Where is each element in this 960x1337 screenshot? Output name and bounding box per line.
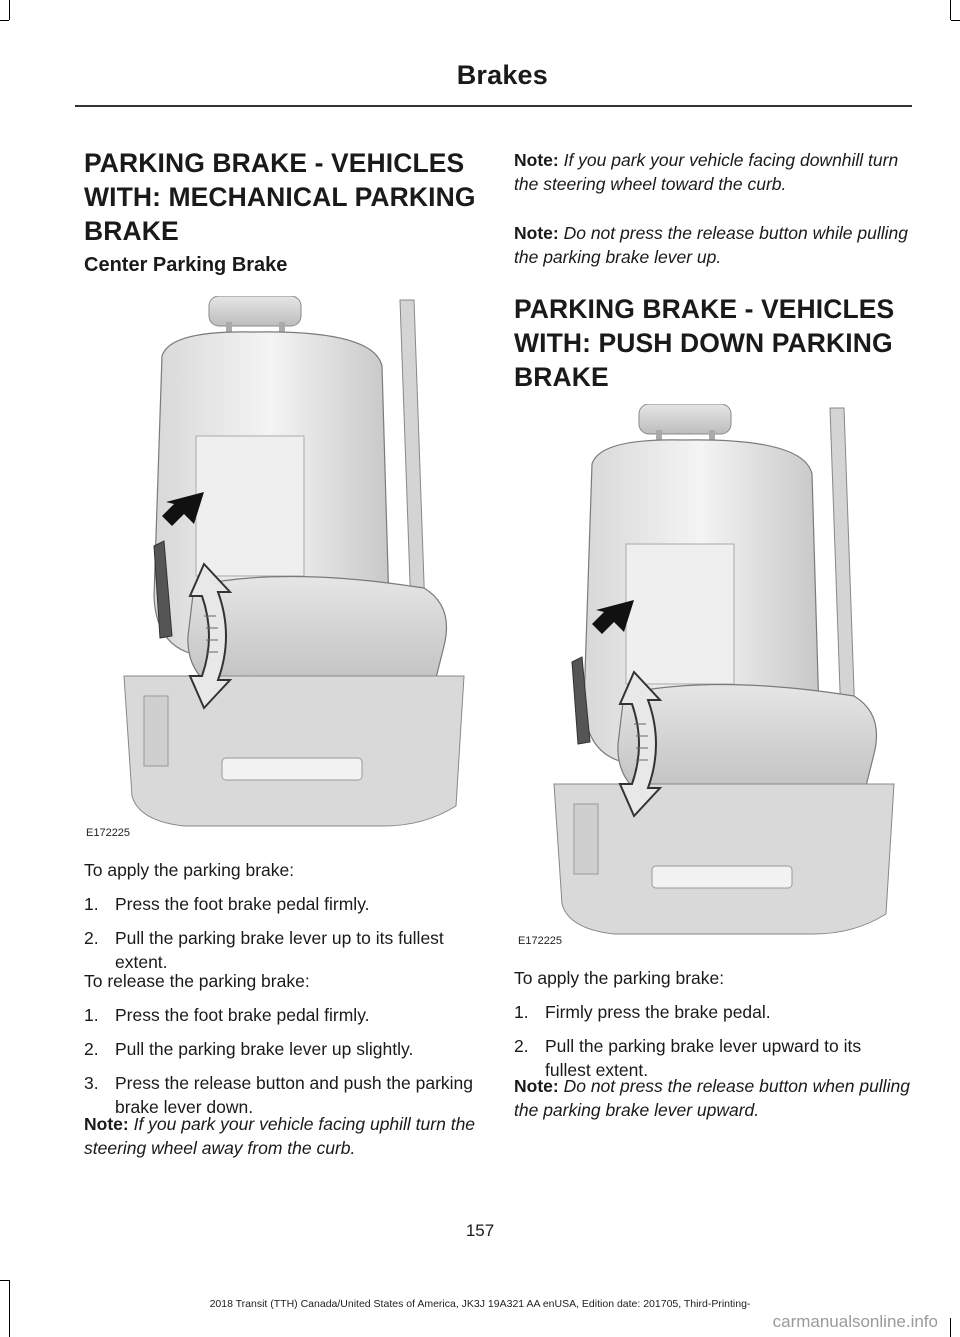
- list-item: [84, 892, 476, 916]
- note-label: Note:: [514, 150, 559, 170]
- list-item: [514, 1000, 910, 1024]
- note-label: Note:: [84, 1114, 129, 1134]
- crop-mark: [0, 20, 9, 21]
- heading-line: PARKING BRAKE - VEHICLES: [84, 148, 465, 178]
- page-number: 157: [465, 1221, 495, 1240]
- step-number: 2.: [514, 1036, 529, 1056]
- page-header-title: Brakes: [456, 60, 548, 90]
- note-downhill: [514, 148, 910, 196]
- note-release-button-upward: [514, 1074, 910, 1122]
- seat-with-lever-image: [514, 404, 906, 939]
- step-text: Firmly press the brake pedal.: [545, 1002, 771, 1022]
- step-number: 3.: [84, 1073, 99, 1093]
- step-number: 1.: [84, 894, 99, 914]
- release-intro: To release the parking brake:: [84, 971, 310, 991]
- apply-intro: To apply the parking brake:: [514, 968, 725, 988]
- step-text: Pull the parking brake lever up slightly.: [115, 1039, 414, 1059]
- step-text: Pull the parking brake lever upward to its fullest extent.: [545, 1036, 862, 1080]
- note-text: Do not press the release button while pulling the parking brake lever up.: [514, 223, 908, 267]
- step-text: Press the release button and push the parking brake lever down.: [115, 1073, 474, 1117]
- header-rule: [75, 105, 912, 107]
- heading-line: WITH: PUSH DOWN PARKING: [514, 328, 893, 358]
- crop-mark: [950, 0, 951, 20]
- seat-with-lever-image: [84, 296, 476, 831]
- list-item: [84, 926, 476, 974]
- list-item: [84, 1037, 476, 1061]
- note-label: Note:: [514, 223, 559, 243]
- step-number: 1.: [514, 1002, 529, 1022]
- note-text: If you park your vehicle facing uphill turn the steering wheel away from the curb.: [84, 1114, 476, 1158]
- step-number: 1.: [84, 1005, 99, 1025]
- release-steps-list: [84, 1003, 476, 1129]
- note-label: Note:: [514, 1076, 559, 1096]
- step-number: 2.: [84, 928, 99, 948]
- seat-illustration-push-down: [514, 404, 906, 939]
- step-text: Press the foot brake pedal firmly.: [115, 894, 370, 914]
- heading-line: WITH: MECHANICAL PARKING: [84, 182, 476, 212]
- crop-mark: [9, 0, 10, 20]
- watermark: carmanualsonline.info: [772, 1312, 938, 1331]
- seat-illustration-mechanical: [84, 296, 476, 831]
- section-heading-push-down: [514, 292, 914, 394]
- crop-mark: [951, 20, 960, 21]
- heading-line: PARKING BRAKE - VEHICLES: [514, 294, 895, 324]
- note-text: If you park your vehicle facing downhill turn the steering wheel toward the curb.: [514, 150, 899, 194]
- note-uphill: [84, 1112, 476, 1160]
- footer-edition-info: 2018 Transit (TTH) Canada/United States of America, JK3J 19A321 AA enUSA, Edition date: 201705, Third-Printing-: [209, 1298, 751, 1310]
- list-item: [84, 1003, 476, 1027]
- crop-mark: [950, 1318, 951, 1337]
- crop-mark: [0, 1280, 9, 1281]
- heading-line: BRAKE: [84, 216, 179, 246]
- step-text: Pull the parking brake lever up to its fullest extent.: [115, 928, 444, 972]
- apply-intro: To apply the parking brake:: [84, 860, 295, 880]
- figure-code: E172225: [518, 935, 563, 947]
- section-heading-mechanical: [84, 146, 484, 248]
- step-number: 2.: [84, 1039, 99, 1059]
- step-text: Press the foot brake pedal firmly.: [115, 1005, 370, 1025]
- subheading-center-parking-brake: Center Parking Brake: [84, 254, 288, 276]
- note-text: Do not press the release button when pulling the parking brake lever upward.: [514, 1076, 910, 1120]
- figure-code: E172225: [86, 827, 131, 839]
- note-release-button: [514, 221, 910, 269]
- heading-line: BRAKE: [514, 362, 609, 392]
